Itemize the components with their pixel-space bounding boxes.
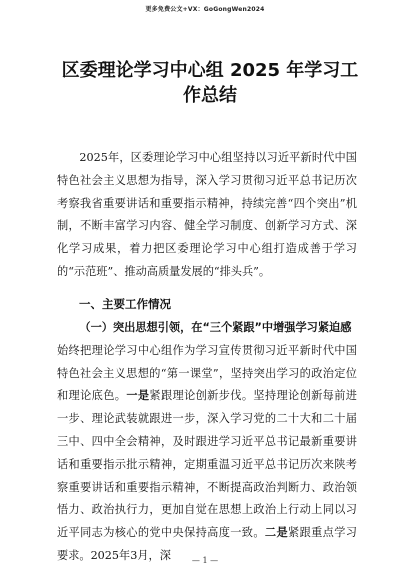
section-heading: 一、主要工作情况 xyxy=(79,297,171,311)
section-paragraph xyxy=(57,317,357,568)
section-paragraph-mid: 紧跟理论创新步伐。坚持理论创新每前进一步、理论武装就跟进一步，深入学习党的二十大和二十届三中、四中全会精神，及时跟进学习近平总书记最新重要讲话和重要指示批示精神，定期重温习近平总书记历次来陕考察重要讲话和重要指示精神，不断提高政治判断力、政治领悟力、政治执行力，更加自觉在思想上政治上行动上同以习近平同志为核心的党中央保持高度一致。 xyxy=(57,389,357,540)
header-note: 更多免费公文+VX：GoGongWen2024 xyxy=(145,6,265,13)
bold-marker-one: 一是 xyxy=(126,389,150,403)
section-paragraph-start: 始终把理论学习中心组作为学习宣传贯彻习近平新时代中国特色社会主义思想的“第一课堂”，坚持突出学习的政治定位和理论底色。 xyxy=(57,343,357,403)
page-number: — 1 — xyxy=(191,556,219,565)
bold-marker-two: 二是 xyxy=(264,526,289,540)
section-paragraph-end: 紧跟重点学习要求。2025年3月，深 xyxy=(57,526,357,562)
intro-paragraph: 2025年，区委理论学习中心组坚持以习近平新时代中国特色社会主义思想为指导，深入学习贯彻习近平总书记历次考察我省重要讲话和重要指示精神，持续完善“四个突出”机制，不断丰富学习内容、健全学习制度、创新学习方式、深化学习成果，着力把区委理论学习中心组打造成善于学习的“示范班”、推动高质量发展的“排头兵”。 xyxy=(57,151,357,278)
subsection-heading: （一）突出思想引领，在“三个紧跟”中增强学习紧迫感 xyxy=(79,321,352,334)
document-title: 区委理论学习中心组 2025 年学习工作总结 xyxy=(61,60,359,106)
subsection-heading-line xyxy=(57,317,357,340)
